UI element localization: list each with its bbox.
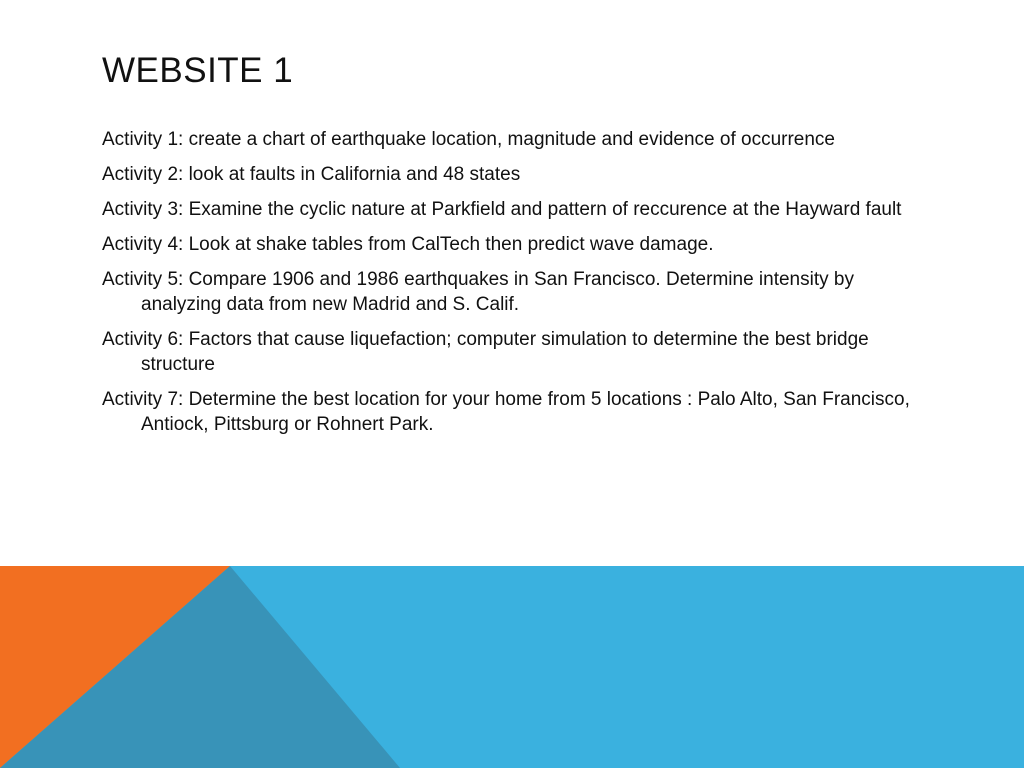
activity-item-4: Activity 4: Look at shake tables from CalTech then predict wave damage. [102, 234, 714, 255]
slide-title: WEBSITE 1 [102, 51, 294, 90]
activity-list [102, 127, 932, 447]
activity-item-1: Activity 1: create a chart of earthquake location, magnitude and evidence of occurrence [102, 129, 835, 150]
activity-item-5: Activity 5: Compare 1906 and 1986 earthquakes in San Francisco. Determine intensity by analyzing data from new Madrid and S. Calif. [102, 269, 854, 315]
activity-item-7: Activity 7: Determine the best location for your home from 5 locations : Palo Alto, San Francisco, Antiock, Pittsburg or Rohnert Park. [102, 389, 910, 435]
activity-item-3: Activity 3: Examine the cyclic nature at Parkfield and pattern of reccurence at the Hayward fault [102, 199, 902, 220]
activity-item-2: Activity 2: look at faults in California and 48 states [102, 164, 521, 185]
activity-item-6: Activity 6: Factors that cause liquefaction; computer simulation to determine the best bridge structure [102, 329, 869, 375]
decorative-footer-band [0, 566, 1024, 768]
